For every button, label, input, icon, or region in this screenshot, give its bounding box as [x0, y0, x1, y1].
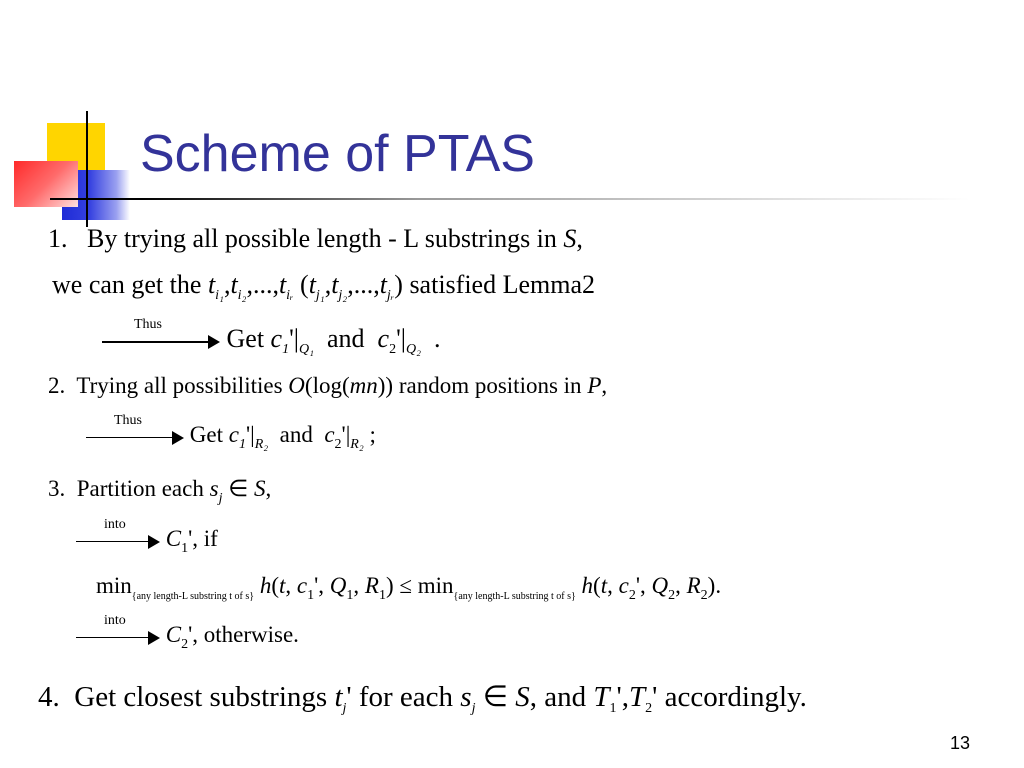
step-1-line-1: 1. By trying all possible length - L substrings in S,: [48, 224, 583, 253]
page-number: 13: [949, 733, 970, 753]
step-1-line-2: we can get the $t_{i_1},t_{i_2},...,t_{iᵣ}$ $(t_{j_1},t_{j_2},...,t_{jᵣ})$ satisfied Lemma2: [52, 270, 595, 303]
decor-title-underline: [50, 198, 970, 200]
thus-arrow-1: Thus: [102, 331, 220, 351]
step-3-line-2: into $C_1'$, if: [76, 526, 218, 557]
decor-vertical-line: [86, 111, 88, 227]
step-2-line-1: 2. Trying all possibilities O(log(mn)) random positions in P,: [48, 373, 608, 398]
decor-red-square: [14, 161, 78, 207]
into-arrow-2: into: [76, 627, 160, 647]
step-3-line-1: 3. Partition each $s_j$ ∈ S,: [48, 476, 272, 506]
thus-arrow-2: Thus: [86, 427, 184, 447]
into-arrow-1: into: [76, 531, 160, 551]
step-1-line-3: Thus Get $c_1'|_{Q_1}$ and $c_2'|_{Q_2}$ .: [102, 324, 440, 358]
step-3-min-inequality: $\min_{\{any length-L substring t of s\}} h(t$, $c_1'$, $Q_1$, $R_1) \le \min_{\{any length-L substring t of s\}} h(t$, $c_2'$, $Q_2$, $R_2$).: [96, 573, 722, 603]
step-2-line-2: Thus Get $c_1'|_{R_2}$ and $c_2'|_{R_2}$ ;: [86, 422, 376, 453]
slide-title: Scheme of PTAS: [140, 125, 535, 183]
step-4-line: 4. Get closest substrings $t_j'$ for each $s_j$ ∈ S, and $T_1',T_2'$ accordingly.: [38, 681, 807, 716]
step-3-line-4: into $C_2'$, otherwise.: [76, 622, 299, 653]
